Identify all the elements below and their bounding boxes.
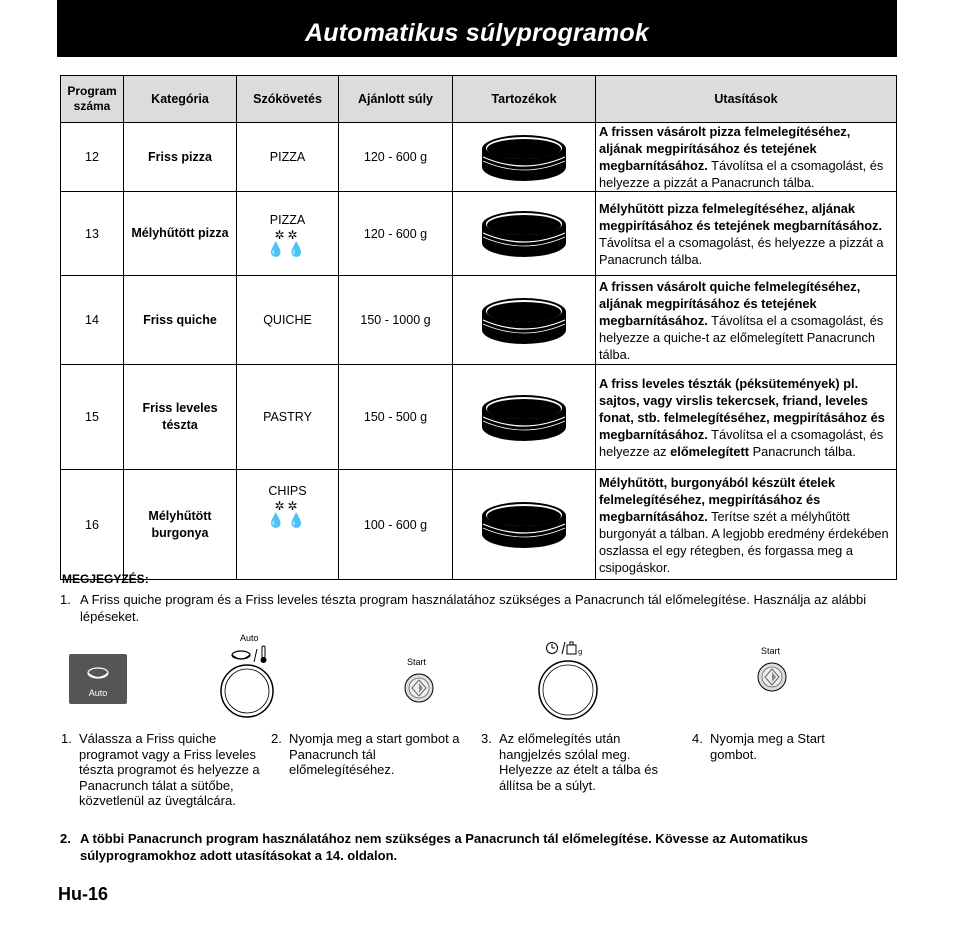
page-number: Hu-16 [58,884,109,904]
program-dial [219,663,275,719]
table-row [61,192,897,276]
panacrunch-dish-icon [479,494,569,552]
program-table [60,75,897,580]
panacrunch-dish-icon [479,290,569,348]
frozen-icon: ✲✲ [274,227,301,242]
note-2-number: 2. [60,831,71,846]
category: Mélyhűtött pizza [124,192,237,276]
dish-thermometer-icon [229,645,273,665]
program-number: 15 [61,365,124,470]
title-bar [57,0,897,57]
note-2-text: A többi Panacrunch program használatához nem szükséges a Panacrunch tál előmelegítése. Kövesse az Automatikus súlyprogramokhoz adott utasításokat a 14. oldalon. [80,831,808,863]
word-prompt: PASTRY [237,365,339,470]
recommended-weight: 120 - 600 g [339,123,453,192]
step-3: 3. Az előmelegítés után hangjelzés szólal meg. Helyezze az ételt a tálba és állítsa be a súlyt. [481,731,658,793]
word-prompt: CHIPS [268,484,307,498]
header-category: Kategória [124,76,237,123]
table-row [61,276,897,365]
start-label-2: Start [761,646,781,656]
panacrunch-dish-icon [479,203,569,261]
table-row [61,123,897,192]
instructions: A friss leveles tészták (péksütemények) pl. sajtos, vagy virslis tekercsek, friand, leveles fonat, stb. felmelegítéséhez, megpirításához és megbarnításához. Távolítsa el a csomagolást, és helyezze az előmelegített Panacrunch tálba. [596,365,897,470]
recommended-weight: 100 - 600 g [339,470,453,580]
page-title: Automatikus súlyprogramok [305,19,649,47]
header-instructions: Utasítások [596,76,897,123]
recommended-weight: 120 - 600 g [339,192,453,276]
table-row [61,470,897,580]
svg-text:g: g [578,648,583,656]
category: Friss leveles tészta [124,365,237,470]
word-prompt: PIZZA [269,212,306,227]
word-prompt: PIZZA [237,123,339,192]
note-1-text: A Friss quiche program és a Friss leveles tészta program használatához szükséges a Panacrunch tál előmelegítése. Használja az alábbi lépéseket. [80,592,867,624]
auto-button-label: Auto [88,688,108,698]
category: Mélyhűtött burgonya [124,470,237,580]
category: Friss pizza [124,123,237,192]
note-1 [60,591,900,625]
word-prompt-cell [237,192,339,276]
recommended-weight: 150 - 1000 g [339,276,453,365]
start-button-2 [756,661,788,693]
program-number: 13 [61,192,124,276]
instructions: Mélyhűtött pizza felmelegítéséhez, aljának megpirításához és tetejének megbarnításához. Távolítsa el a csomagolást, és helyezze a pizzát a Panacrunch tálba. [596,192,897,276]
table-row [61,365,897,470]
time-weight-dial [536,658,600,722]
step-4: 4. Nyomja meg a Start gombot. [692,731,825,762]
note-1-number: 1. [60,592,71,607]
accessory-cell [453,470,596,580]
recommended-weight: 150 - 500 g [339,365,453,470]
header-accessories: Tartozékok [453,76,596,123]
accessory-cell [453,365,596,470]
step-2: 2. Nyomja meg a start gombot a Panacrunch tál előmelegítéséhez. [271,731,460,777]
drops-icon: 💧💧 [267,512,308,528]
accessory-cell [453,192,596,276]
header-word: Szókövetés [237,76,339,123]
panacrunch-dish-icon [479,387,569,445]
program-number: 16 [61,470,124,580]
dial-auto-label: Auto [240,633,259,643]
drops-icon: 💧💧 [267,240,308,257]
start-button-1 [403,672,435,704]
accessory-cell [453,123,596,192]
table-header-row [61,76,897,123]
note-2 [60,830,910,864]
header-weight: Ajánlott súly [339,76,453,123]
program-number: 14 [61,276,124,365]
category: Friss quiche [124,276,237,365]
instructions: Mélyhűtött, burgonyából készült ételek felmelegítéséhez, megpirításához és megbarnításához. Terítse szét a mélyhűtött burgonyát a tálban. A legjobb eredmény érdekében oszlassa el egy rétegben, és forgassa meg a csipogáskor. [596,470,897,580]
instructions: A frissen vásárolt pizza felmelegítéséhez, aljának megpirításához és tetejének megbarnításához. Távolítsa el a csomagolást, és helyezze a pizzát a Panacrunch tálba. [596,123,897,192]
start-label-1: Start [407,657,427,667]
word-prompt: QUICHE [237,276,339,365]
instructions: A frissen vásárolt quiche felmelegítéséhez, aljának megpirításához és tetejének megbarnításához. Távolítsa el a csomagolást, és helyezze a quiche-t az előmelegített Panacrunch tálba. [596,276,897,365]
auto-button [69,654,127,704]
panacrunch-dish-icon [479,127,569,185]
step-1: 1. Válassza a Friss quiche programot vagy a Friss leveles tészta programot és helyezze a Panacrunch tálat a sütőbe, közvetlenül az üvegtálcára. [61,731,260,808]
word-prompt-cell [237,470,339,580]
program-number: 12 [61,123,124,192]
notes-title: MEGJEGYZÉS: [62,572,149,586]
accessory-cell [453,276,596,365]
dish-icon [69,658,127,688]
header-program: Program száma [61,76,124,123]
timer-weight-icon [545,640,585,656]
frozen-icon: ✲✲ [274,499,301,513]
